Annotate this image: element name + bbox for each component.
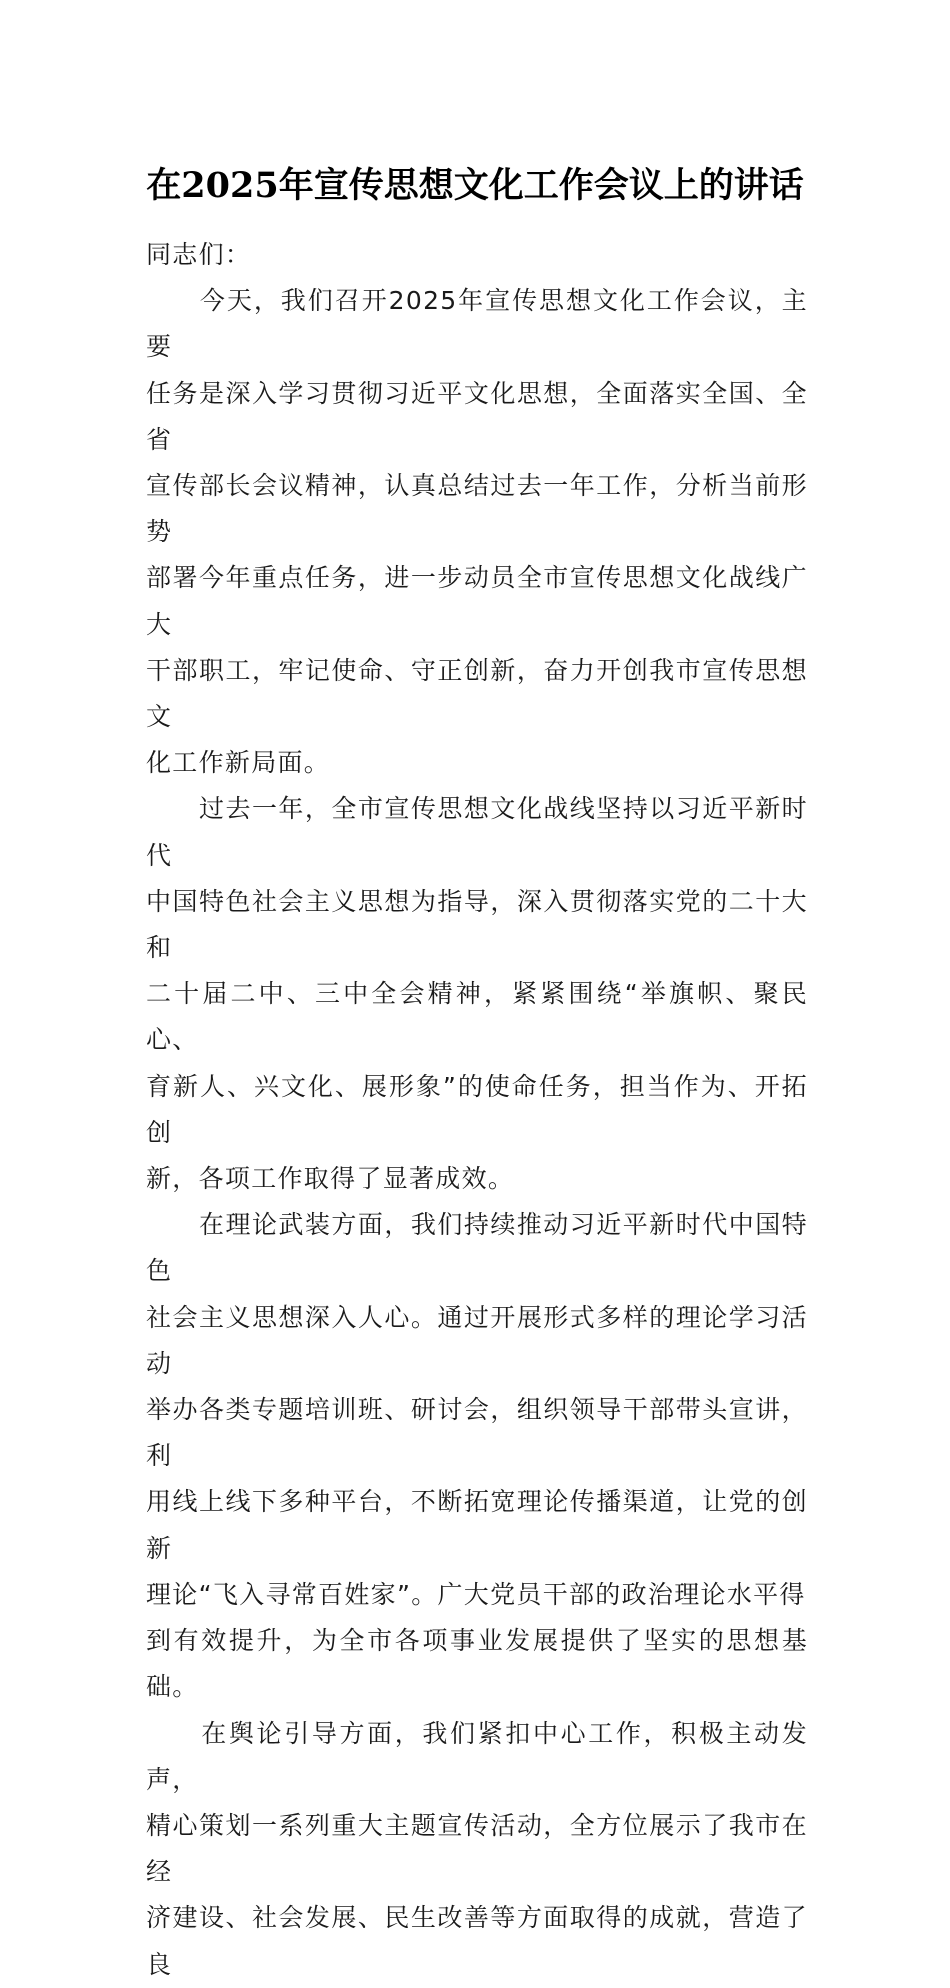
paragraph-theory: 在理论武装方面，我们持续推动习近平新时代中国特色 社会主义思想深入人心。通过开展形式多样的理论学习活动 举办各类专题培训班、研讨会，组织领导干部带头宣讲，利 用线上线下多种平台，不断拓宽理论传播渠道，让党的创新 理论“飞入寻常百姓家”。广大党员干部的政治理论水平得 到有效提升，为全市各项事业发展提供了坚实的思想基础。: [146, 1210, 808, 1702]
document-body: [146, 232, 808, 1988]
paragraph-review: 过去一年，全市宣传思想文化战线坚持以习近平新时代 中国特色社会主义思想为指导，深入贯彻落实党的二十大和 二十届二中、三中全会精神，紧紧围绕“举旗帜、聚民心、 育新人、兴文化、展形象”的使命任务，担当作为、开拓创 新，各项工作取得了显著成效。: [146, 794, 808, 1194]
salutation: 同志们：: [146, 240, 252, 269]
document-title: 在2025年宣传思想文化工作会议上的讲话: [146, 165, 804, 206]
paragraph-opening: 今天，我们召开2025年宣传思想文化工作会议，主要 任务是深入学习贯彻习近平文化思想，全面落实全国、全省 宣传部长会议精神，认真总结过去一年工作，分析当前形势 部署今年重点任务，进一步动员全市宣传思想文化战线广大 干部职工，牢记使命、守正创新，奋力开创我市宣传思想文 化工作新局面。: [146, 286, 808, 778]
paragraph-public-opinion: 在舆论引导方面，我们紧扣中心工作，积极主动发声， 精心策划一系列重大主题宣传活动，全方位展示了我市在经 济建设、社会发展、民生改善等方面取得的成就，营造了良: [146, 1718, 808, 1979]
